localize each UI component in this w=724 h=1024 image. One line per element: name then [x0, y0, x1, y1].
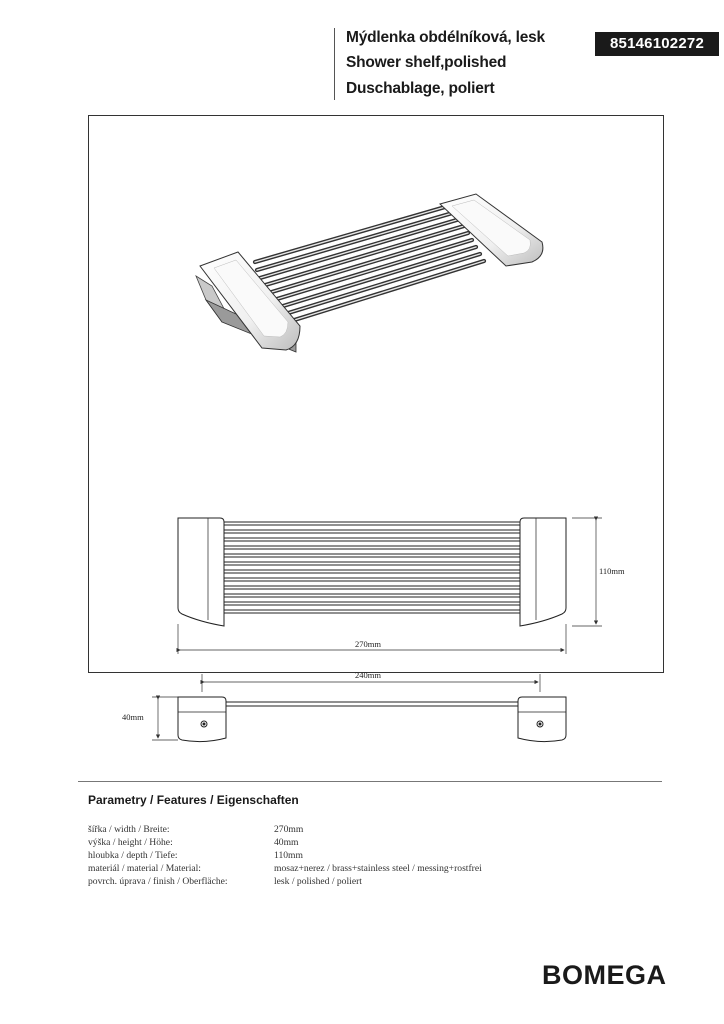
spec-value: lesk / polished / poliert [274, 876, 362, 887]
spec-label: povrch. úprava / finish / Oberfläche: [88, 876, 228, 887]
height-dimension-label: 110mm [599, 566, 625, 576]
spec-value: 40mm [274, 837, 299, 848]
spec-label: šířka / width / Breite: [88, 824, 170, 835]
title-german: Duschablage, poliert [346, 80, 495, 97]
title-english: Shower shelf,polished [346, 54, 507, 71]
width-dimension-label: 270mm [355, 639, 381, 649]
spec-value: 270mm [274, 824, 304, 835]
spec-label: výška / height / Höhe: [88, 837, 173, 848]
brand-logo: BOMEGA [542, 960, 667, 990]
product-render [196, 194, 543, 352]
features-heading: Parametry / Features / Eigenschaften [88, 793, 299, 807]
front-view [178, 518, 566, 626]
spec-value: 110mm [274, 850, 303, 861]
product-code: 85146102272 [595, 32, 719, 56]
spec-label: materiál / material / Material: [88, 863, 201, 874]
section-divider [78, 781, 662, 782]
side-view [178, 697, 566, 742]
spec-label: hloubka / depth / Tiefe: [88, 850, 178, 861]
title-czech: Mýdlenka obdélníková, lesk [346, 29, 545, 46]
depth-dimension-label: 40mm [122, 712, 144, 722]
inner-width-dimension-label: 240mm [355, 670, 381, 680]
spec-value: mosaz+nerez / brass+stainless steel / messing+rostfrei [274, 863, 482, 874]
